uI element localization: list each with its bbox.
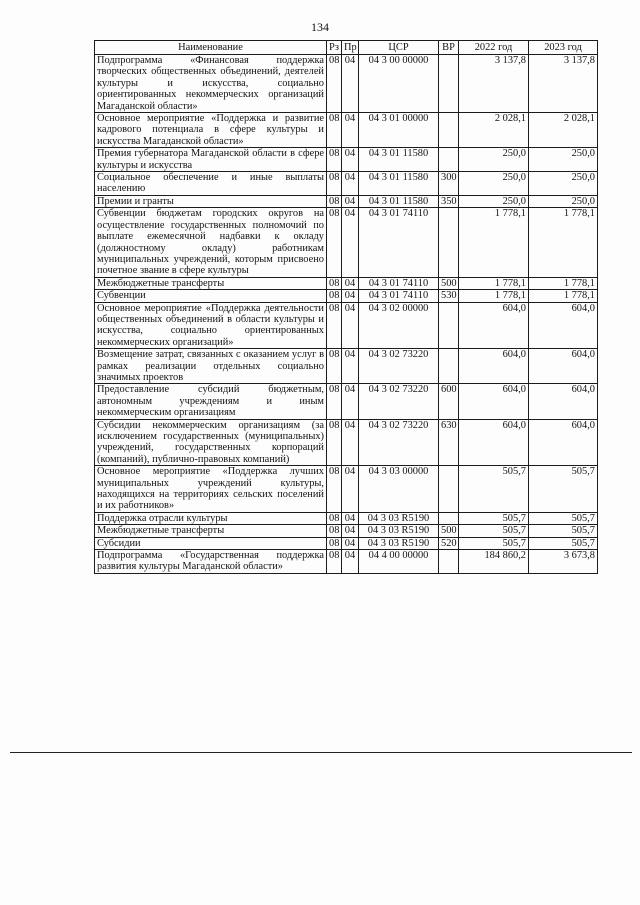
cell-vr: 530 — [439, 290, 459, 302]
cell-pr: 04 — [342, 172, 359, 196]
cell-name: Субсидии — [95, 537, 327, 549]
cell-rz: 08 — [327, 466, 342, 513]
table-row — [95, 113, 598, 148]
cell-name: Основное мероприятие «Поддержка лучших муниципальных учреждений культуры, находящихся на территориях сельских поселений и их работников» — [95, 466, 327, 513]
cell-name: Возмещение затрат, связанных с оказанием услуг в рамках реализации отдельных социально значимых проектов — [95, 349, 327, 384]
cell-2023: 1 778,1 — [529, 208, 598, 277]
cell-2022: 2 028,1 — [459, 113, 529, 148]
cell-rz: 08 — [327, 195, 342, 207]
cell-2023: 250,0 — [529, 172, 598, 196]
table-row — [95, 208, 598, 277]
cell-pr: 04 — [342, 148, 359, 172]
table-row — [95, 525, 598, 537]
cell-2022: 604,0 — [459, 419, 529, 466]
cell-2023: 505,7 — [529, 466, 598, 513]
cell-vr: 300 — [439, 172, 459, 196]
cell-2022: 505,7 — [459, 466, 529, 513]
table-row — [95, 277, 598, 289]
cell-rz: 08 — [327, 172, 342, 196]
header-row — [95, 41, 598, 55]
cell-pr: 04 — [342, 550, 359, 574]
table-row — [95, 512, 598, 524]
cell-vr — [439, 148, 459, 172]
cell-vr — [439, 302, 459, 349]
cell-name: Субсидии некоммерческим организациям (за исключением государственных (муниципальных) учреждений, государственных корпораций (компаний), публично-правовых компаний) — [95, 419, 327, 466]
cell-name: Межбюджетные трансферты — [95, 277, 327, 289]
cell-pr: 04 — [342, 525, 359, 537]
cell-2022: 184 860,2 — [459, 550, 529, 574]
cell-vr — [439, 512, 459, 524]
cell-pr: 04 — [342, 113, 359, 148]
page-number: 134 — [311, 20, 329, 34]
cell-vr: 500 — [439, 525, 459, 537]
cell-name: Социальное обеспечение и иные выплаты населению — [95, 172, 327, 196]
cell-pr: 04 — [342, 384, 359, 419]
cell-2022: 250,0 — [459, 195, 529, 207]
cell-vr — [439, 113, 459, 148]
cell-2022: 505,7 — [459, 512, 529, 524]
cell-vr: 630 — [439, 419, 459, 466]
cell-2022: 604,0 — [459, 302, 529, 349]
cell-2023: 250,0 — [529, 148, 598, 172]
cell-name: Поддержка отрасли культуры — [95, 512, 327, 524]
cell-name: Межбюджетные трансферты — [95, 525, 327, 537]
budget-table — [94, 40, 598, 574]
cell-2023: 1 778,1 — [529, 290, 598, 302]
cell-csr: 04 3 02 73220 — [359, 384, 439, 419]
header-csr: ЦСР — [359, 41, 439, 55]
cell-csr: 04 3 01 74110 — [359, 208, 439, 277]
header-name: Наименование — [95, 41, 327, 55]
cell-2022: 250,0 — [459, 172, 529, 196]
cell-2022: 604,0 — [459, 384, 529, 419]
cell-2023: 604,0 — [529, 384, 598, 419]
table-row — [95, 302, 598, 349]
cell-csr: 04 3 01 00000 — [359, 113, 439, 148]
cell-csr: 04 3 01 11580 — [359, 195, 439, 207]
cell-rz: 08 — [327, 525, 342, 537]
cell-2023: 604,0 — [529, 302, 598, 349]
cell-name: Премии и гранты — [95, 195, 327, 207]
cell-name: Предоставление субсидий бюджетным, автономным учреждениям и иным некоммерческим организациям — [95, 384, 327, 419]
cell-vr: 500 — [439, 277, 459, 289]
cell-rz: 08 — [327, 384, 342, 419]
cell-2023: 1 778,1 — [529, 277, 598, 289]
cell-name: Основное мероприятие «Поддержка и развитие кадрового потенциала в сфере культуры и искусства Магаданской области» — [95, 113, 327, 148]
cell-2022: 1 778,1 — [459, 290, 529, 302]
cell-pr: 04 — [342, 302, 359, 349]
cell-pr: 04 — [342, 419, 359, 466]
header-2022: 2022 год — [459, 41, 529, 55]
cell-2023: 604,0 — [529, 349, 598, 384]
table-row — [95, 172, 598, 196]
cell-csr: 04 3 01 11580 — [359, 148, 439, 172]
cell-2022: 505,7 — [459, 525, 529, 537]
cell-2022: 1 778,1 — [459, 277, 529, 289]
cell-csr: 04 3 02 00000 — [359, 302, 439, 349]
cell-name: Основное мероприятие «Поддержка деятельности общественных объединений в области культуры и искусства, социально ориентированных некоммерческих организаций» — [95, 302, 327, 349]
cell-2022: 250,0 — [459, 148, 529, 172]
cell-rz: 08 — [327, 550, 342, 574]
cell-csr: 04 3 01 74110 — [359, 277, 439, 289]
cell-rz: 08 — [327, 277, 342, 289]
cell-rz: 08 — [327, 148, 342, 172]
table-row — [95, 148, 598, 172]
cell-csr: 04 3 00 00000 — [359, 55, 439, 113]
cell-2022: 604,0 — [459, 349, 529, 384]
table-row — [95, 550, 598, 574]
cell-csr: 04 4 00 00000 — [359, 550, 439, 574]
cell-csr: 04 3 03 R5190 — [359, 512, 439, 524]
cell-csr: 04 3 03 00000 — [359, 466, 439, 513]
cell-csr: 04 3 01 74110 — [359, 290, 439, 302]
table-row — [95, 419, 598, 466]
cell-pr: 04 — [342, 512, 359, 524]
cell-rz: 08 — [327, 55, 342, 113]
cell-rz: 08 — [327, 349, 342, 384]
cell-rz: 08 — [327, 537, 342, 549]
cell-csr: 04 3 03 R5190 — [359, 525, 439, 537]
cell-csr: 04 3 02 73220 — [359, 419, 439, 466]
cell-pr: 04 — [342, 55, 359, 113]
cell-csr: 04 3 02 73220 — [359, 349, 439, 384]
cell-vr — [439, 208, 459, 277]
cell-rz: 08 — [327, 208, 342, 277]
cell-pr: 04 — [342, 466, 359, 513]
cell-name: Субвенции бюджетам городских округов на осуществление государственных полномочий по выплате ежемесячной надбавки к окладу (должностному окладу) работникам муниципальных учреждений, которым присвоено почетное звание в сфере культуры — [95, 208, 327, 277]
table-row — [95, 195, 598, 207]
cell-rz: 08 — [327, 512, 342, 524]
cell-pr: 04 — [342, 208, 359, 277]
cell-vr — [439, 349, 459, 384]
cell-vr: 600 — [439, 384, 459, 419]
table-row — [95, 384, 598, 419]
cell-pr: 04 — [342, 195, 359, 207]
cell-rz: 08 — [327, 419, 342, 466]
cell-rz: 08 — [327, 113, 342, 148]
cell-name: Субвенции — [95, 290, 327, 302]
cell-2022: 3 137,8 — [459, 55, 529, 113]
cell-vr — [439, 550, 459, 574]
cell-2023: 604,0 — [529, 419, 598, 466]
table-row — [95, 349, 598, 384]
cell-pr: 04 — [342, 349, 359, 384]
header-pr: Пр — [342, 41, 359, 55]
cell-2023: 2 028,1 — [529, 113, 598, 148]
bottom-rule — [10, 752, 632, 753]
header-vr: ВР — [439, 41, 459, 55]
cell-2022: 505,7 — [459, 537, 529, 549]
cell-2022: 1 778,1 — [459, 208, 529, 277]
header-rz: Рз — [327, 41, 342, 55]
cell-csr: 04 3 01 11580 — [359, 172, 439, 196]
cell-pr: 04 — [342, 277, 359, 289]
cell-vr: 520 — [439, 537, 459, 549]
table-row — [95, 466, 598, 513]
cell-vr — [439, 55, 459, 113]
cell-vr: 350 — [439, 195, 459, 207]
cell-csr: 04 3 03 R5190 — [359, 537, 439, 549]
cell-2023: 3 673,8 — [529, 550, 598, 574]
cell-2023: 505,7 — [529, 537, 598, 549]
cell-pr: 04 — [342, 537, 359, 549]
table-row — [95, 537, 598, 549]
cell-2023: 3 137,8 — [529, 55, 598, 113]
cell-2023: 250,0 — [529, 195, 598, 207]
cell-2023: 505,7 — [529, 525, 598, 537]
cell-2023: 505,7 — [529, 512, 598, 524]
cell-name: Подпрограмма «Государственная поддержка развития культуры Магаданской области» — [95, 550, 327, 574]
cell-name: Подпрограмма «Финансовая поддержка творческих общественных объединений, деятелей культуры и искусства, социально ориентированных некоммерческих организаций Магаданской области» — [95, 55, 327, 113]
cell-rz: 08 — [327, 290, 342, 302]
cell-vr — [439, 466, 459, 513]
table-row — [95, 55, 598, 113]
table-row — [95, 290, 598, 302]
header-2023: 2023 год — [529, 41, 598, 55]
cell-name: Премия губернатора Магаданской области в сфере культуры и искусства — [95, 148, 327, 172]
cell-pr: 04 — [342, 290, 359, 302]
cell-rz: 08 — [327, 302, 342, 349]
